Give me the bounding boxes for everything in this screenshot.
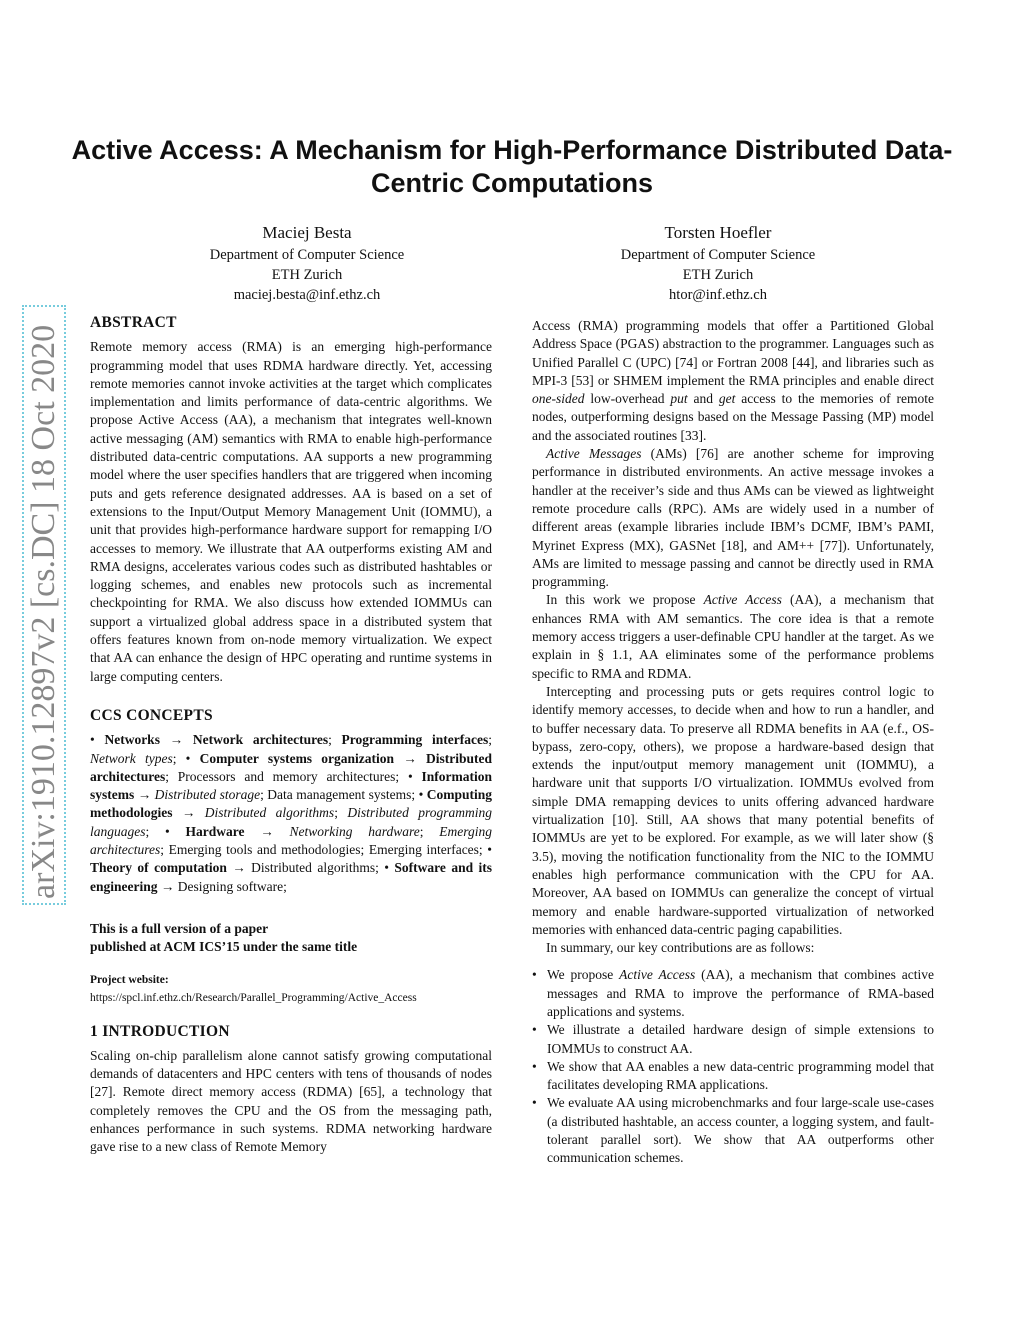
text-run: low-overhead	[584, 391, 671, 407]
list-item	[532, 1094, 934, 1167]
list-item	[532, 966, 934, 1021]
bold-text: Theory of computation	[90, 860, 227, 876]
author-email: maciej.besta@inf.ethz.ch	[233, 287, 381, 303]
author-email: htor@inf.ethz.ch	[669, 287, 767, 303]
bold-text: Hardware	[185, 823, 245, 839]
text-run: ;	[419, 823, 440, 839]
italic-text: Active Messages	[546, 446, 642, 462]
text-run: (AA), a mechanism that combines active messages and RMA to improve the performance of RMA-based applications and systems.	[547, 967, 934, 1019]
project-label: Project website:	[90, 973, 169, 986]
author-name: Torsten Hoefler	[664, 223, 772, 242]
italic-text: Emerging architectures	[90, 823, 492, 858]
list-item	[532, 1058, 934, 1095]
text-run: In this work we propose	[546, 592, 704, 608]
bold-text: Computing methodologies	[90, 787, 493, 821]
author-institution: ETH Zurich	[682, 267, 754, 283]
version-note-line: This is a full version of a paper	[90, 920, 269, 936]
contributions-list	[532, 966, 934, 1167]
italic-text: Networking hardware	[289, 823, 420, 839]
text-run: →	[134, 787, 155, 803]
text-run: (AMs) [76] are another scheme for improving performance in distributed environments. An active message invokes a handler at the receiver’s side and thus AMs can be viewed as lightweight remote procedure calls (RPC). AMs are widely used in a number of different areas (example libraries include IBM’s DCMF, IBM’s PAMI, Myrinet Express (MX), GASNet [18], and AM++ [77]). Unfortunately, AMs are limited to message passing and cannot be directly used in RMA programming.	[532, 446, 934, 590]
text-run: ;	[334, 805, 348, 821]
bold-text: Software and its engineering	[90, 860, 492, 894]
bullet-icon: •	[532, 1022, 537, 1038]
version-note-line: published at ACM ICS’15 under the same title	[90, 939, 358, 955]
bullet-icon: •	[532, 967, 537, 983]
version-note	[90, 920, 492, 957]
bullet-icon: •	[532, 1095, 537, 1111]
author-block	[137, 221, 477, 305]
text-run: →	[159, 732, 193, 748]
intro-heading: 1 INTRODUCTION	[90, 1022, 230, 1040]
text-run: ; Data management systems; •	[260, 787, 427, 803]
body-paragraph	[532, 591, 934, 682]
text-run: ; Processors and memory architectures; •	[165, 768, 422, 784]
text-run: (AA), a mechanism that enhances RMA with AM semantics. The core idea is that a remote memory access triggers a user-definable CPU handler at the target. As we explain in § 1.1, AA eliminates some of the performance problems specific to RMA and RDMA.	[532, 592, 935, 681]
author-institution: ETH Zurich	[271, 267, 343, 283]
text-run: ;	[328, 732, 342, 748]
bold-text: Networks	[104, 732, 160, 748]
text-run: ;	[488, 732, 492, 748]
italic-text: Active Access	[619, 967, 696, 983]
italic-text: Distributed programming languages	[90, 805, 492, 839]
text-run: •	[90, 732, 105, 748]
text-run: →	[244, 823, 290, 839]
text-run: We propose	[547, 967, 620, 983]
text-run: and	[687, 391, 719, 407]
italic-text: Active Access	[703, 592, 782, 608]
author-department: Department of Computer Science	[620, 247, 816, 263]
ccs-heading: CCS CONCEPTS	[90, 706, 213, 724]
text-run: ; Emerging tools and methodologies; Emerging interfaces; •	[160, 842, 492, 858]
body-paragraph	[532, 317, 934, 445]
text-run: ; •	[172, 750, 200, 766]
intro-text	[90, 1047, 492, 1157]
abstract-text	[90, 338, 492, 686]
left-column	[90, 314, 492, 1157]
text-run: →	[394, 750, 426, 766]
italic-text: one-sided	[532, 391, 585, 407]
text-run: We evaluate AA using microbenchmarks and four large-scale use-cases (a distributed hashtable, an access counter, a logging system, and fault-tolerant parallel sort). We show that AA outperforms other communication schemes.	[547, 1095, 934, 1166]
body-paragraph	[532, 939, 934, 957]
text-run: →	[172, 805, 205, 821]
bullet-icon: •	[532, 1058, 537, 1074]
text-run: Scaling on-chip parallelism alone cannot satisfy growing computational demands of datacenters and HPC centers with tens of thousands of nodes [27]. Remote direct memory access (RDMA) [65], a technology that completely removes the CPU and the OS from the messaging path, enhances performance in such systems. RDMA networking hardware gave rise to a new class of Remote Memory	[90, 1047, 492, 1155]
right-column	[532, 317, 934, 1168]
text-run: ; •	[145, 823, 186, 839]
author-department: Department of Computer Science	[209, 247, 405, 263]
italic-text: Network types	[90, 750, 173, 766]
project-url[interactable]: https://spcl.inf.ethz.ch/Research/Parallel_Programming/Active_Access	[90, 991, 417, 1004]
bold-text: Network architectures	[192, 732, 329, 748]
italic-text: Distributed algorithms	[204, 805, 335, 821]
author-block	[548, 221, 888, 305]
text-run: Intercepting and processing puts or gets requires control logic to identify memory accesses, to decide when and how to run a handler, and to buffer necessary data. To preserve all RDMA benefits in AA (e.f., OS-bypass, zero-copy, others), we propose a hardware-based design that extends the input/output memory management unit (IOMMU), a hardware unit that supports I/O virtualization. IOMMUs evolved from simple DMA remapping devices to units offering advanced hardware virtualization [10]. Still, AA shows that many potential benefits of IOMMUs are yet to be explored. For example, as we will later show (§ 3.5), moving the notification functionality from the NIC to the IOMMU enables high performance communication with the CPU for AA. Moreover, AA based on IOMMUs can generalize the concept of virtual memory and enable hardware-supported virtualization of networked memories with enhanced data-centric paging capabilities.	[532, 683, 934, 937]
body-paragraph	[532, 445, 934, 591]
italic-text: put	[670, 391, 688, 407]
bold-text: Distributed architectures	[90, 750, 492, 784]
paper-title: Active Access: A Mechanism for High-Performance Distributed Data-Centric Computations	[71, 135, 953, 198]
italic-text: get	[718, 391, 736, 407]
text-run: Remote memory access (RMA) is an emerging high-performance programming model that uses RDMA hardware directly. Yet, accessing remote memories cannot invoke activities at the target which complicates implementation and limits performance of data-centric algorithms. We propose Active Access (AA), a mechanism that integrates well-known active messaging (AM) semantics with RMA to enable high-performance distributed data-centric computations. AA supports a new programming model where the user specifies handlers that are triggered when incoming puts and gets reference designated addresses. AA is based on a set of extensions to the Input/Output Memory Management Unit (IOMMU), a unit that provides high-performance hardware support for remapping I/O accesses to memory. We illustrate that AA outperforms existing AM and RMA designs, accelerates various codes such as distributed hashtables or logging schemes, and enables new protocols such as incremental checkpointing for RMA. We also discuss how extended IOMMUs can support a virtualized global address space in a distributed system that offers features known from on-node memory virtualization. We expect that AA can enhance the design of HPC operating and runtime systems in large computing centers.	[90, 339, 492, 684]
text-run: Access (RMA) programming models that offer a Partitioned Global Address Space (PGAS) abstraction to the programmer. Languages such as Unified Parallel C (UPC) [74] or Fortran 2008 [44], and libraries such as MPI-3 [53] or SHMEM implement the RMA principles and enable direct	[532, 318, 934, 388]
bold-text: Information systems	[90, 768, 492, 803]
author-name: Maciej Besta	[262, 223, 352, 242]
bold-text: Programming interfaces	[341, 732, 489, 748]
text-run: access to the memories of remote nodes, outperforming designs based on the Message Passing (MP) model and the associated routines [33].	[532, 391, 934, 443]
text-run: We illustrate a detailed hardware design of simple extensions to IOMMUs to construct AA.	[547, 1022, 934, 1056]
abstract-heading: ABSTRACT	[90, 314, 177, 331]
ccs-text	[90, 731, 492, 896]
text-run: → Designing software;	[157, 878, 287, 894]
arxiv-stamp: arXiv:1910.12897v2 [cs.DC] 18 Oct 2020	[22, 305, 66, 905]
bold-text: Computer systems organization	[199, 750, 395, 766]
text-run: → Distributed algorithms; •	[226, 860, 395, 876]
text-run: We show that AA enables a new data-centric programming model that facilitates developing RMA applications.	[547, 1058, 934, 1093]
italic-text: Distributed storage	[154, 787, 261, 803]
body-paragraph	[532, 683, 934, 939]
text-run: In summary, our key contributions are as follows:	[546, 940, 815, 956]
list-item	[532, 1021, 934, 1058]
